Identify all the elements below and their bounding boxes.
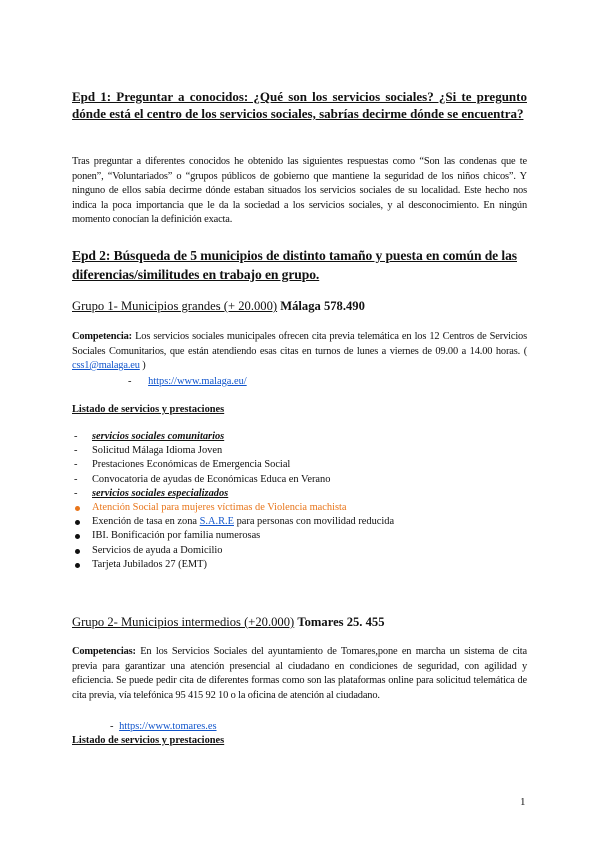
bullet-icon — [75, 520, 80, 525]
list-item-text: servicios sociales especializados — [92, 487, 229, 499]
group2-heading — [72, 614, 385, 630]
group1-city: Málaga 578.490 — [280, 299, 365, 313]
group2-website-link[interactable]: https://www.tomares.es — [119, 721, 217, 732]
list-item-text: IBI. Bonificación por familia numerosas — [92, 530, 261, 542]
list-item — [72, 558, 394, 572]
group2-list-title: Listado de servicios y prestaciones — [72, 735, 225, 746]
group1-competencia-text: Los servicios sociales municipales ofrecen cita previa telemática en los 12 Centros de Servicios Sociales Comunitarios, que están atendiendo esas citas en turnos de lunes a viernes de 09.00 a 14.00 horas. ( — [72, 331, 527, 357]
list-item — [72, 529, 394, 543]
group1-link-dash: - — [128, 376, 132, 387]
group1-email-link[interactable]: css1@malaga.eu — [72, 360, 140, 371]
bullet-icon — [75, 506, 80, 511]
list-item-text-after: para personas con movilidad reducida — [233, 516, 395, 528]
group1-competencia-end: ) — [139, 360, 146, 371]
list-marker: - — [74, 473, 78, 485]
epd1-body: Tras preguntar a diferentes conocidos he obtenido las siguientes respuestas como “Son las condenas que te ponen”, “Voluntariados” o “grupos públicos de gobierno que mantiene la seguridad de los niños chicos”. Y ninguno de ellos sabía decirme dónde estaban situados los servicios sociales de su localidad. Este hecho nos indica la poca importancia que le da la sociedad a los servicios sociales, y al desconocimiento. En ningún momento conocían la definición exacta. — [72, 156, 527, 225]
list-item-text: Convocatoria de ayudas de Económicas Educa en Verano — [92, 473, 331, 485]
list-item-text: Exención de tasa en zona — [92, 516, 200, 528]
list-item — [72, 430, 394, 444]
list-marker: - — [74, 487, 78, 499]
group2-competencia — [72, 645, 527, 703]
list-item — [72, 487, 394, 501]
list-marker: - — [74, 431, 78, 442]
group1-heading — [72, 298, 365, 314]
list-item-text: Tarjeta Jubilados 27 (EMT) — [92, 558, 207, 570]
list-item — [72, 544, 394, 558]
group1-list-title: Listado de servicios y prestaciones — [72, 404, 225, 415]
group2-city: Tomares 25. 455 — [297, 615, 385, 629]
bullet-icon — [75, 563, 80, 568]
sare-link[interactable]: S.A.R.E — [199, 516, 234, 528]
group1-competencia — [72, 330, 527, 374]
epd2-title: Epd 2: Búsqueda de 5 municipios de distinto tamaño y puesta en común de las diferencias/similitudes en trabajo en grupo. — [72, 248, 517, 282]
list-item-text: Prestaciones Económicas de Emergencia Social — [92, 459, 291, 471]
list-item — [72, 515, 394, 529]
list-item-text: Servicios de ayuda a Domicilio — [92, 544, 223, 556]
group1-services-list — [72, 430, 394, 572]
group1-website-link[interactable]: https://www.malaga.eu/ — [148, 376, 247, 387]
group2-competencia-text: En los Servicios Sociales del ayuntamiento de Tomares,pone en marcha un sistema de cita previa para garantizar una atención presencial al ciudadano en condiciones de seguridad, con agilidad y eficiencia. Se puede pedir cita de diferentes formas como son las plataformas online para solicitud telemática de cita previa, vía telefónica 95 415 92 10 o la oficina de atención al ciudadano. — [72, 646, 527, 701]
list-item — [72, 444, 394, 458]
list-item-text: Atención Social para mujeres víctimas de Violencia machista — [92, 502, 347, 514]
group2-link-line — [110, 720, 217, 734]
group2-competencia-label: Competencias: — [72, 646, 136, 657]
group1-competencia-label: Competencia: — [72, 331, 132, 342]
group2-link-dash: - — [110, 721, 114, 732]
list-marker: - — [74, 459, 78, 471]
list-item — [72, 473, 394, 487]
bullet-icon — [75, 534, 80, 539]
list-item — [72, 501, 394, 515]
bullet-icon — [75, 549, 80, 554]
list-item — [72, 458, 394, 472]
epd1-title: Epd 1: Preguntar a conocidos: ¿Qué son los servicios sociales? ¿Si te pregunto dónde está el centro de los servicios sociales, sabrías decirme dónde se encuentra? — [72, 89, 527, 121]
group2-heading-label: Grupo 2- Municipios intermedios (+20.000) — [72, 615, 295, 629]
group1-heading-label: Grupo 1- Municipios grandes (+ 20.000) — [72, 299, 278, 313]
page-number: 1 — [520, 796, 526, 808]
list-marker: - — [74, 445, 78, 457]
list-item-text: servicios sociales comunitarios — [92, 431, 225, 442]
list-item-text: Solicitud Málaga Idioma Joven — [92, 445, 223, 457]
group1-link-line — [128, 375, 247, 389]
